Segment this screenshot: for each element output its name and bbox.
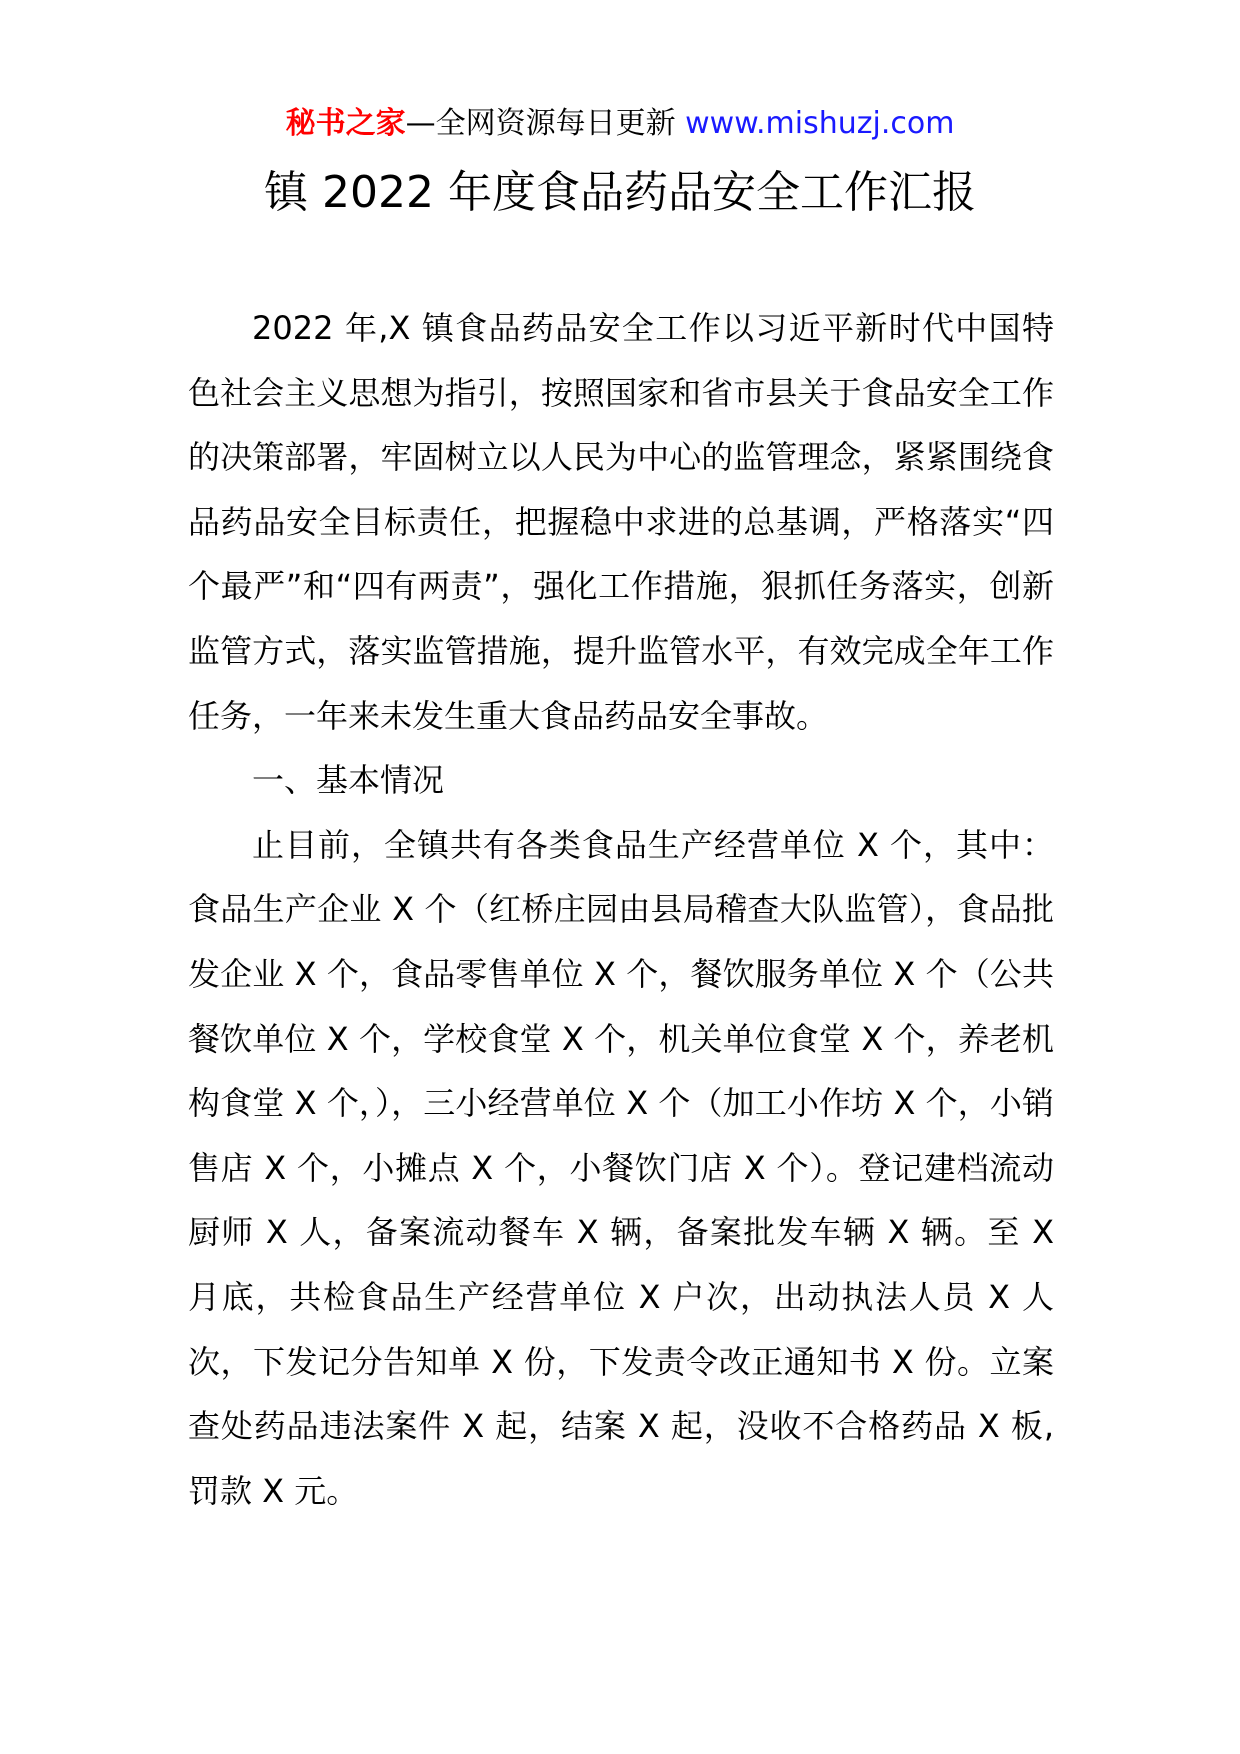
intro-paragraph: 2022 年,X 镇食品药品安全工作以习近平新时代中国特色社会主义思想为指引，按照国家和省市县关于食品安全工作的决策部署，牢固树立以人民为中心的监管理念，紧紧围绕食品药品安全目标责任，把握稳中求进的总基调，严格落实“四个最严”和“四有两责”，强化工作措施，狠抓任务落实，创新监管方式，落实监管措施，提升监管水平，有效完成全年工作任务，一年来未发生重大食品药品安全事故。 <box>188 309 1054 735</box>
site-name: 秘书之家 <box>285 106 406 141</box>
basic-situation-paragraph: 止目前，全镇共有各类食品生产经营单位 X 个，其中：食品生产企业 X 个（红桥庄园由县局稽查大队监管），食品批发企业 X 个，食品零售单位 X 个，餐饮服务单位 X 个（公共餐饮单位 X 个，学校食堂 X 个，机关单位食堂 X 个，养老机构食堂 X 个，），三小经营单位 X 个（加工小作坊 X 个，小销售店 X 个，小摊点 X 个，小餐饮门店 X 个）。登记建档流动厨师 X 人，备案流动餐车 X 辆，备案批发车辆 X 辆。至 X 月底，共检食品生产经营单位 X 户次，出动执法人员 X 人次，下发记分告知单 X 份，下发责令改正通知书 X 份。立案查处药品违法案件 X 起，结案 X 起，没收不合格药品 X 板,罚款 X 元。 <box>188 825 1054 1510</box>
section-heading-basic-situation: 一、基本情况 <box>252 761 445 800</box>
site-header <box>0 104 1240 144</box>
document-body <box>188 296 1054 1523</box>
document-title: 镇 2022 年度食品药品安全工作汇报 <box>264 167 976 218</box>
site-url-link[interactable]: www.mishuzj.com <box>685 106 955 141</box>
site-tagline: —全网资源每日更新 <box>405 106 686 141</box>
